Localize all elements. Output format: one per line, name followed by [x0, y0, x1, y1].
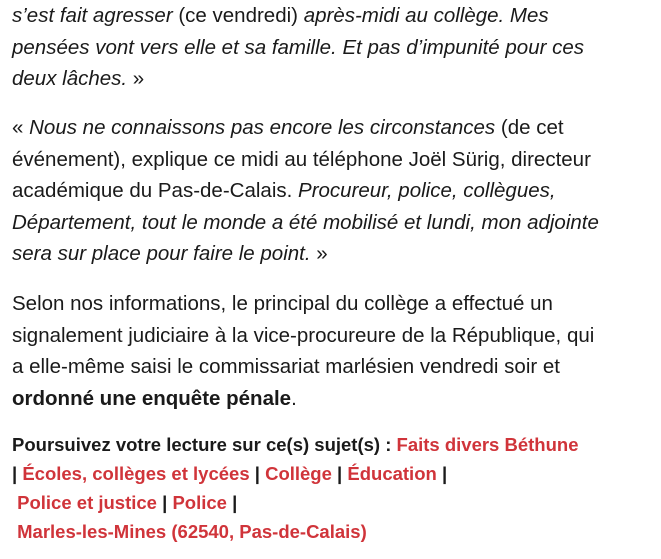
line: [12, 288, 652, 320]
line: [12, 175, 652, 207]
italic-text: s’est fait agresser: [12, 4, 173, 27]
bold-text: ordonné une enquête pénale: [12, 386, 292, 410]
text: .: [291, 386, 297, 410]
italic-text: sera sur place pour faire le point.: [12, 242, 311, 265]
separator: |: [232, 492, 238, 513]
line: [12, 517, 657, 546]
separator: |: [12, 463, 18, 484]
text: Selon nos informations, le principal du collège a effectué un: [12, 292, 553, 315]
text: a elle-même saisi le commissariat marlésien vendredi soir et: [12, 355, 560, 378]
line: [12, 63, 652, 95]
related-topics-intro: Poursuivez votre lecture sur ce(s) sujet(s) :: [12, 434, 397, 455]
paragraph-information: [12, 288, 652, 414]
separator: |: [441, 463, 448, 484]
text: »: [127, 67, 145, 90]
topic-link-education[interactable]: Éducation: [347, 463, 437, 484]
italic-text: après-midi au collège. Mes: [303, 4, 549, 27]
text: «: [12, 116, 30, 139]
separator: |: [162, 492, 168, 513]
paragraph-quote-2: [12, 112, 652, 270]
line: [12, 112, 652, 144]
italic-text: deux lâches.: [12, 67, 128, 90]
topic-link-ecoles-colleges-lycees[interactable]: Écoles, collèges et lycées: [22, 463, 250, 484]
text: »: [310, 242, 328, 265]
line: [12, 430, 657, 459]
line: [12, 238, 652, 270]
line: [12, 488, 657, 517]
separator: |: [254, 463, 260, 484]
italic-text: Procureur, police, collègues,: [298, 179, 556, 202]
line: [12, 351, 652, 383]
line: [12, 383, 652, 415]
text: (ce vendredi): [172, 4, 304, 27]
separator: |: [337, 463, 343, 484]
text: académique du Pas-de-Calais.: [12, 179, 299, 202]
topic-link-marles-les-mines[interactable]: Marles-les-Mines (62540, Pas-de-Calais): [17, 521, 367, 542]
line: [12, 0, 652, 32]
line: [12, 320, 652, 352]
topic-link-police-et-justice[interactable]: Police et justice: [17, 492, 157, 513]
topic-link-college[interactable]: Collège: [265, 463, 332, 484]
text: événement), explique ce midi au téléphone Joël Sürig, directeur: [12, 147, 591, 171]
italic-text: Département, tout le monde a été mobilisé et lundi, mon adjointe: [12, 210, 599, 234]
topic-link-faits-divers-bethune[interactable]: Faits divers Béthune: [396, 434, 579, 455]
line: [12, 32, 652, 64]
italic-text: pensées vont vers elle et sa famille. Et pas d’impunité pour ces: [12, 35, 585, 59]
line: [12, 459, 657, 488]
text: signalement judiciaire à la vice-procureure de la République, qui: [12, 323, 595, 347]
paragraph-quote-1: [12, 0, 652, 95]
topic-link-police[interactable]: Police: [172, 492, 227, 513]
italic-text: Nous ne connaissons pas encore les circonstances: [29, 116, 496, 139]
text: (de cet: [495, 116, 564, 139]
line: [12, 207, 652, 239]
related-topics: [12, 430, 657, 546]
line: [12, 144, 652, 176]
